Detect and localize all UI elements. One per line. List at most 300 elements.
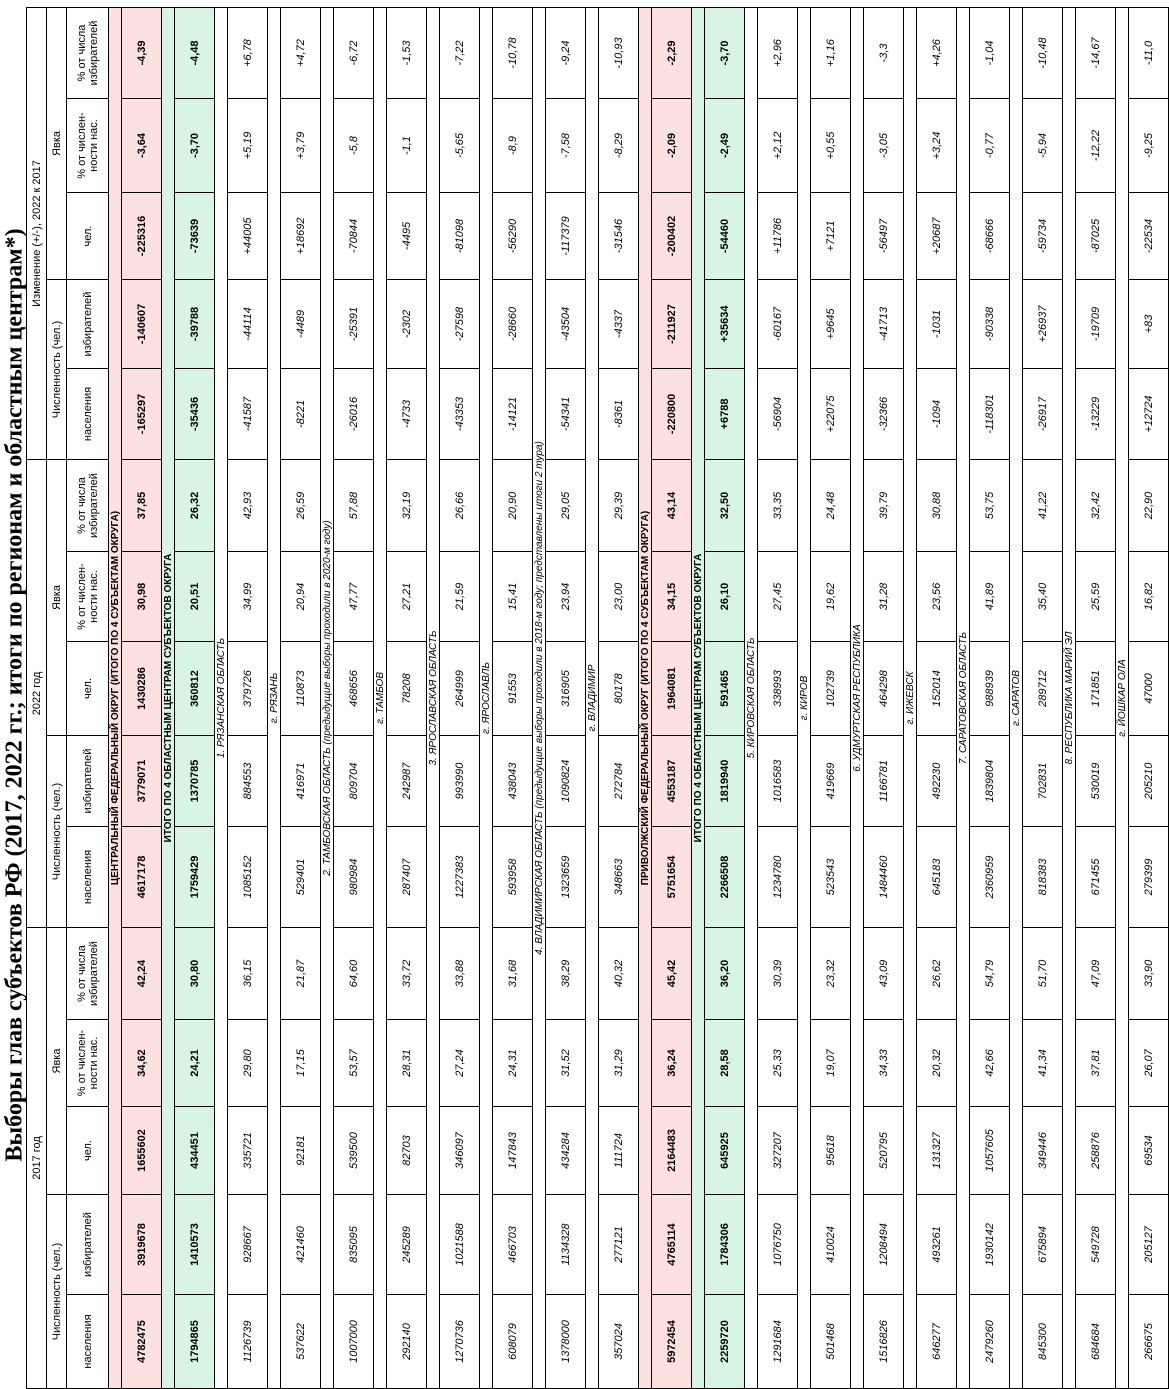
table-cell: -28660 (493, 280, 533, 369)
table-cell: 1964081 (652, 642, 692, 736)
table-cell: 27,24 (440, 1020, 480, 1107)
table-cell: -59734 (1023, 193, 1063, 280)
table-cell: 530019 (1076, 736, 1116, 827)
header-voters: избирателей (67, 1195, 109, 1295)
table-row (652, 7, 692, 1388)
table-cell: -10,93 (599, 7, 639, 98)
table-cell: -4,39 (122, 7, 162, 98)
table-cell: -56290 (493, 193, 533, 280)
table-cell: +2,12 (758, 99, 798, 193)
table-cell: 152014 (917, 642, 957, 736)
table-cell: -87025 (1076, 193, 1116, 280)
table-cell: 33,88 (440, 928, 480, 1020)
table-cell: 26,66 (440, 460, 480, 552)
table-cell: -5,94 (1023, 99, 1063, 193)
table-cell: -9,24 (546, 7, 586, 98)
table-cell: -54460 (705, 193, 745, 280)
table-cell: 419669 (811, 736, 851, 827)
table-cell: 34,99 (228, 552, 268, 642)
table-cell: -31546 (599, 193, 639, 280)
table-cell: 23,32 (811, 928, 851, 1020)
table-cell: 1794865 (175, 1295, 215, 1389)
section-row (798, 7, 811, 1388)
table-cell: 993990 (440, 736, 480, 827)
table-cell: 245289 (387, 1195, 427, 1295)
table-cell: 1784306 (705, 1195, 745, 1295)
table-cell: -19709 (1076, 280, 1116, 369)
table-cell: 33,72 (387, 928, 427, 1020)
table-cell: 357024 (599, 1295, 639, 1389)
table-cell: 537622 (281, 1295, 321, 1389)
table-cell: 37,85 (122, 460, 162, 552)
header-population: населения (67, 1295, 109, 1389)
table-row (1023, 7, 1063, 1388)
table-cell: 1021588 (440, 1195, 480, 1295)
table-cell: +20687 (917, 193, 957, 280)
table-cell: 492230 (917, 736, 957, 827)
table-cell: -32366 (864, 369, 904, 460)
table-row (917, 7, 957, 1388)
section-label: 7. САРАТОВСКАЯ ОБЛАСТЬ (957, 7, 970, 1388)
section-row (427, 7, 440, 1388)
table-cell: +3,79 (281, 99, 321, 193)
table-cell: 31,28 (864, 552, 904, 642)
table-cell: 17,15 (281, 1020, 321, 1107)
table-cell: +1,16 (811, 7, 851, 98)
table-cell: -1094 (917, 369, 957, 460)
table-cell: 47,09 (1076, 928, 1116, 1020)
table-cell: 32,19 (387, 460, 427, 552)
table-cell: 42,66 (970, 1020, 1010, 1107)
table-cell: -8361 (599, 369, 639, 460)
table-cell: 16,82 (1129, 552, 1169, 642)
section-label: 6. УДМУРТСКАЯ РЕСПУБЛИКА (851, 7, 864, 1388)
section-label: г. ЯРОСЛАВЛЬ (480, 7, 493, 1388)
table-cell: -220800 (652, 369, 692, 460)
table-cell: 593958 (493, 827, 533, 928)
table-cell: 47000 (1129, 642, 1169, 736)
section-label: 2. ТАМБОВСКАЯ ОБЛАСТЬ (предыдущие выборы проходили в 2020-м году) (321, 7, 334, 1388)
table-cell: 53,57 (334, 1020, 374, 1107)
results-table (26, 7, 1169, 1389)
table-row (281, 7, 321, 1388)
table-cell: 2259720 (705, 1295, 745, 1389)
table-cell: 29,05 (546, 460, 586, 552)
table-row (1129, 7, 1169, 1388)
page-title: Выборы глав субъектов РФ (2017, 2022 гг.; итоги по регионам и областным центрам*) (1, 227, 28, 1162)
table-cell: 421460 (281, 1195, 321, 1295)
table-cell: 464298 (864, 642, 904, 736)
table-cell: 30,39 (758, 928, 798, 1020)
header-year-2017: 2017 год (27, 928, 47, 1389)
table-cell: -56497 (864, 193, 904, 280)
section-row (268, 7, 281, 1388)
table-cell: 26,10 (705, 552, 745, 642)
table-cell: +7121 (811, 193, 851, 280)
table-cell: 15,41 (493, 552, 533, 642)
header-pct-voters: % от числа избирателей (67, 460, 109, 552)
table-cell: 671455 (1076, 827, 1116, 928)
section-label: г. РЯЗАНЬ (268, 7, 281, 1388)
table-cell: -60167 (758, 280, 798, 369)
table-cell: 24,48 (811, 460, 851, 552)
table-cell: 277121 (599, 1195, 639, 1295)
table-cell: 523543 (811, 827, 851, 928)
table-cell: 25,33 (758, 1020, 798, 1107)
table-cell: -6,72 (334, 7, 374, 98)
table-cell: 34,62 (122, 1020, 162, 1107)
table-cell: 23,00 (599, 552, 639, 642)
header-turnout: Явка (47, 460, 67, 736)
table-cell: 19,07 (811, 1020, 851, 1107)
section-label: г. КИРОВ (798, 7, 811, 1388)
header-pct-population: % от числен- ности нас. (67, 99, 109, 193)
table-cell: 3779071 (122, 736, 162, 827)
table-cell: 32,50 (705, 460, 745, 552)
section-row (692, 7, 705, 1388)
table-cell: 20,94 (281, 552, 321, 642)
table-cell: -7,58 (546, 99, 586, 193)
table-cell: 4617178 (122, 827, 162, 928)
table-cell: 38,29 (546, 928, 586, 1020)
table-cell: -165297 (122, 369, 162, 460)
table-cell: 835095 (334, 1195, 374, 1295)
section-label: 1. РЯЗАНСКАЯ ОБЛАСТЬ (215, 7, 228, 1388)
table-cell: 28,31 (387, 1020, 427, 1107)
table-cell: 95618 (811, 1107, 851, 1195)
section-label: ПРИВОЛЖСКИЙ ФЕДЕРАЛЬНЫЙ ОКРУГ (ИТОГО ПО 4 СУБЪЕКТАМ ОКРУГА) (639, 7, 652, 1388)
table-cell: 5972454 (652, 1295, 692, 1389)
table-cell: 102739 (811, 642, 851, 736)
table-cell: 346097 (440, 1107, 480, 1195)
header-pct-population: % от числен- ности нас. (67, 1020, 109, 1107)
table-cell: 34,33 (864, 1020, 904, 1107)
table-cell: 338993 (758, 642, 798, 736)
table-row (705, 7, 745, 1388)
table-cell: -225316 (122, 193, 162, 280)
table-cell: 147843 (493, 1107, 533, 1195)
table-cell: 20,90 (493, 460, 533, 552)
table-cell: 1484460 (864, 827, 904, 928)
table-cell: 1378000 (546, 1295, 586, 1389)
table-cell: 501468 (811, 1295, 851, 1389)
table-cell: 30,98 (122, 552, 162, 642)
table-cell: 31,68 (493, 928, 533, 1020)
table-cell: -14,67 (1076, 7, 1116, 98)
table-cell: 131327 (917, 1107, 957, 1195)
table-cell: 1655602 (122, 1107, 162, 1195)
table-cell: -8221 (281, 369, 321, 460)
table-cell: 80178 (599, 642, 639, 736)
table-cell: -211927 (652, 280, 692, 369)
table-cell: 29,80 (228, 1020, 268, 1107)
table-cell: +6788 (705, 369, 745, 460)
table-cell: 4765114 (652, 1195, 692, 1295)
table-cell: 1166781 (864, 736, 904, 827)
table-cell: 3919678 (122, 1195, 162, 1295)
table-cell: -140607 (122, 280, 162, 369)
table-cell: -8,29 (599, 99, 639, 193)
table-cell: 21,87 (281, 928, 321, 1020)
table-cell: 1323659 (546, 827, 586, 928)
table-cell: -4,48 (175, 7, 215, 98)
table-cell: 41,89 (970, 552, 1010, 642)
table-cell: 54,79 (970, 928, 1010, 1020)
table-cell: 110873 (281, 642, 321, 736)
table-cell: 468656 (334, 642, 374, 736)
table-cell: 35,40 (1023, 552, 1063, 642)
table-cell: 1234780 (758, 827, 798, 928)
table-cell: -2,29 (652, 7, 692, 98)
table-cell: -26917 (1023, 369, 1063, 460)
section-row (586, 7, 599, 1388)
table-cell: 5751654 (652, 827, 692, 928)
table-cell: 111724 (599, 1107, 639, 1195)
table-cell: 529401 (281, 827, 321, 928)
table-cell: -11,0 (1129, 7, 1169, 98)
table-cell: 349446 (1023, 1107, 1063, 1195)
table-cell: -14121 (493, 369, 533, 460)
section-row (639, 7, 652, 1388)
table-row (864, 7, 904, 1388)
table-row (440, 7, 480, 1388)
header-pct-population: % от числен- ности нас. (67, 552, 109, 642)
table-cell: 379726 (228, 642, 268, 736)
table-cell: 64,60 (334, 928, 374, 1020)
table-cell: 292140 (387, 1295, 427, 1389)
table-cell: 279399 (1129, 827, 1169, 928)
table-cell: 466703 (493, 1195, 533, 1295)
table-cell: 42,24 (122, 928, 162, 1020)
table-cell: 1090824 (546, 736, 586, 827)
section-row (162, 7, 175, 1388)
table-cell: +18692 (281, 193, 321, 280)
table-cell: 23,94 (546, 552, 586, 642)
table-cell: +26937 (1023, 280, 1063, 369)
table-cell: -1,53 (387, 7, 427, 98)
table-cell: +44005 (228, 193, 268, 280)
table-cell: 335721 (228, 1107, 268, 1195)
table-cell: 30,80 (175, 928, 215, 1020)
table-cell: 26,32 (175, 460, 215, 552)
table-row (546, 7, 586, 1388)
table-cell: -3,70 (175, 99, 215, 193)
section-label: ЦЕНТРАЛЬНЫЙ ФЕДЕРАЛЬНЫЙ ОКРУГ (ИТОГО ПО 4 СУБЪЕКТАМ ОКРУГА) (109, 7, 122, 1388)
table-cell: 980984 (334, 827, 374, 928)
table-cell: 41,34 (1023, 1020, 1063, 1107)
table-cell: 493261 (917, 1195, 957, 1295)
table-cell: 1057605 (970, 1107, 1010, 1195)
table-cell: 31,52 (546, 1020, 586, 1107)
table-cell: 818383 (1023, 827, 1063, 928)
table-cell: 1016583 (758, 736, 798, 827)
table-cell: +22075 (811, 369, 851, 460)
table-cell: +35634 (705, 280, 745, 369)
table-row (175, 7, 215, 1388)
table-cell: -54341 (546, 369, 586, 460)
table-header (27, 7, 109, 1388)
table-cell: 1410573 (175, 1195, 215, 1295)
table-cell: 1076750 (758, 1195, 798, 1295)
table-cell: 34,15 (652, 552, 692, 642)
table-cell: -200402 (652, 193, 692, 280)
table-cell: 520795 (864, 1107, 904, 1195)
table-cell: 19,62 (811, 552, 851, 642)
section-row (851, 7, 864, 1388)
table-cell: 24,31 (493, 1020, 533, 1107)
header-count: Численность (чел.) (47, 736, 67, 928)
table-cell: 92181 (281, 1107, 321, 1195)
table-cell: 22,90 (1129, 460, 1169, 552)
table-cell: 410024 (811, 1195, 851, 1295)
table-cell: 26,62 (917, 928, 957, 1020)
table-cell: -43504 (546, 280, 586, 369)
section-label: 4. ВЛАДИМИРСКАЯ ОБЛАСТЬ (предыдущие выборы проходили в 2018-м году; представлены итоги 2 тура) (533, 7, 546, 1388)
header-count: Численность (чел.) (47, 280, 67, 460)
section-row (904, 7, 917, 1388)
header-count: Численность (чел.) (47, 1195, 67, 1389)
table-cell: 45,42 (652, 928, 692, 1020)
table-cell: +12724 (1129, 369, 1169, 460)
table-cell: 272784 (599, 736, 639, 827)
table-cell: +0,55 (811, 99, 851, 193)
table-cell: -41587 (228, 369, 268, 460)
table-cell: 316905 (546, 642, 586, 736)
table-cell: 434284 (546, 1107, 586, 1195)
table-cell: 416971 (281, 736, 321, 827)
table-cell: 27,21 (387, 552, 427, 642)
table-cell: -2302 (387, 280, 427, 369)
section-label: г. ИЖЕВСК (904, 7, 917, 1388)
table-cell: -4733 (387, 369, 427, 460)
table-cell: 928667 (228, 1195, 268, 1295)
section-row (215, 7, 228, 1388)
table-row (811, 7, 851, 1388)
table-cell: 591465 (705, 642, 745, 736)
table-cell: 43,09 (864, 928, 904, 1020)
table-cell: 51,70 (1023, 928, 1063, 1020)
table-row (228, 7, 268, 1388)
table-cell: -1,1 (387, 99, 427, 193)
table-cell: -43353 (440, 369, 480, 460)
table-cell: -8,9 (493, 99, 533, 193)
table-cell: -1031 (917, 280, 957, 369)
table-cell: 327207 (758, 1107, 798, 1195)
table-cell: 21,59 (440, 552, 480, 642)
table-cell: 26,07 (1129, 1020, 1169, 1107)
table-cell: 1208494 (864, 1195, 904, 1295)
table-cell: -1,04 (970, 7, 1010, 98)
table-cell: -41713 (864, 280, 904, 369)
table-cell: -25391 (334, 280, 374, 369)
table-cell: -39788 (175, 280, 215, 369)
section-row (1010, 7, 1023, 1388)
section-label: 3. ЯРОСЛАВСКАЯ ОБЛАСТЬ (427, 7, 440, 1388)
table-cell: 549728 (1076, 1195, 1116, 1295)
table-cell: 438043 (493, 736, 533, 827)
table-cell: -70844 (334, 193, 374, 280)
table-cell: 39,79 (864, 460, 904, 552)
table-cell: -2,49 (705, 99, 745, 193)
section-label: ИТОГО ПО 4 ОБЛАСТНЫМ ЦЕНТРАМ СУБЪЕКТОВ ОКРУГА (692, 7, 705, 1388)
table-row (758, 7, 798, 1388)
table-cell: 205210 (1129, 736, 1169, 827)
table-cell: 988939 (970, 642, 1010, 736)
table-cell: -0,77 (970, 99, 1010, 193)
table-cell: 31,29 (599, 1020, 639, 1107)
table-cell: -26016 (334, 369, 374, 460)
table-cell: -9,25 (1129, 99, 1169, 193)
table-cell: +6,78 (228, 7, 268, 98)
table-cell: +11786 (758, 193, 798, 280)
table-cell: 645925 (705, 1107, 745, 1195)
table-cell: 266675 (1129, 1295, 1169, 1389)
header-turnout: Явка (47, 7, 67, 279)
table-cell: +4,72 (281, 7, 321, 98)
table-cell: 1126739 (228, 1295, 268, 1389)
table-cell: 287407 (387, 827, 427, 928)
table-cell: +4,26 (917, 7, 957, 98)
table-cell: 702831 (1023, 736, 1063, 827)
section-row (1116, 7, 1129, 1388)
table-cell: -56904 (758, 369, 798, 460)
table-cell: -22534 (1129, 193, 1169, 280)
header-persons: чел. (67, 642, 109, 736)
table-cell: -44114 (228, 280, 268, 369)
table-cell: 884553 (228, 736, 268, 827)
table-cell: 29,39 (599, 460, 639, 552)
table-cell: 91553 (493, 642, 533, 736)
table-cell: 264999 (440, 642, 480, 736)
table-cell: 30,88 (917, 460, 957, 552)
table-cell: -10,78 (493, 7, 533, 98)
table-cell: 258876 (1076, 1107, 1116, 1195)
table-cell: -117379 (546, 193, 586, 280)
table-cell: 36,20 (705, 928, 745, 1020)
header-voters: избирателей (67, 280, 109, 369)
table-cell: 539500 (334, 1107, 374, 1195)
table-cell: 26,59 (281, 460, 321, 552)
table-cell: 36,24 (652, 1020, 692, 1107)
table-row (387, 7, 427, 1388)
table-cell: 78208 (387, 642, 427, 736)
table-cell: 53,75 (970, 460, 1010, 552)
table-cell: 1134328 (546, 1195, 586, 1295)
table-cell: 4553187 (652, 736, 692, 827)
table-cell: -3,05 (864, 99, 904, 193)
table-cell: 2266508 (705, 827, 745, 928)
table-row (970, 7, 1010, 1388)
table-cell: 82703 (387, 1107, 427, 1195)
header-turnout: Явка (47, 928, 67, 1195)
header-persons: чел. (67, 193, 109, 280)
table-cell: -4495 (387, 193, 427, 280)
table-cell: 675894 (1023, 1195, 1063, 1295)
section-row (1063, 7, 1076, 1388)
table-cell: 41,22 (1023, 460, 1063, 552)
rotated-table-wrap (26, 8, 1155, 1389)
table-cell: -5,8 (334, 99, 374, 193)
table-cell: -7,22 (440, 7, 480, 98)
section-row (321, 7, 334, 1388)
table-cell: 1007000 (334, 1295, 374, 1389)
table-row (599, 7, 639, 1388)
table-cell: 1759429 (175, 827, 215, 928)
table-cell: 1227383 (440, 827, 480, 928)
table-cell: +9645 (811, 280, 851, 369)
table-cell: 1085152 (228, 827, 268, 928)
table-cell: 1270736 (440, 1295, 480, 1389)
